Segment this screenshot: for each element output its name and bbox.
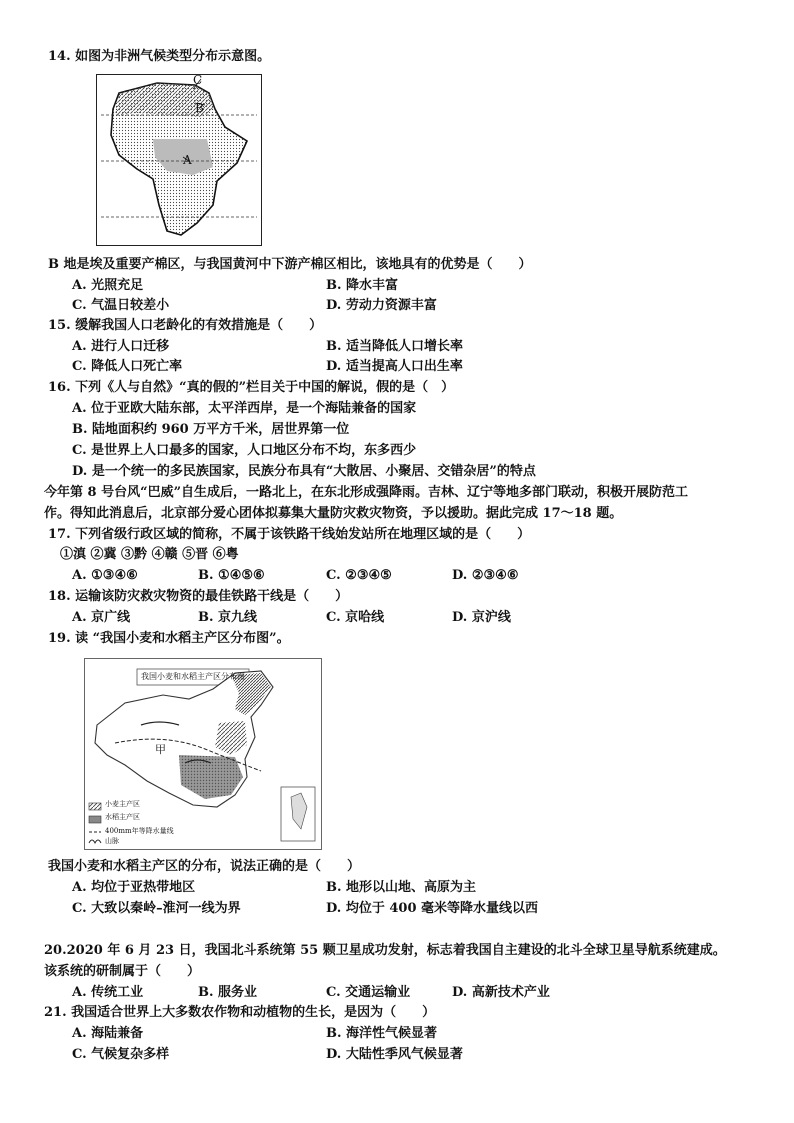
q15-option-a[interactable]: A. 进行人口迁移 (72, 339, 170, 354)
q21-option-b[interactable]: B. 海洋性气候显著 (326, 1026, 438, 1041)
q18-option-d[interactable]: D. 京沪线 (452, 610, 511, 625)
q14-option-a[interactable]: A. 光照充足 (72, 278, 144, 293)
q14-stem: 14. 如图为非洲气候类型分布示意图。 (48, 49, 271, 64)
q15-stem: 15. 缓解我国人口老龄化的有效措施是（ ） (48, 318, 323, 333)
q20-stem-line1: 20.2020 年 6 月 23 日，我国北斗系统第 55 颗卫星成功发射，标志着我国自主建设的北斗全球卫星导航系统建成。 (44, 943, 726, 958)
q16-option-d[interactable]: D. 是一个统一的多民族国家，民族分布具有“大散居、小聚居、交错杂居”的特点 (72, 464, 536, 479)
passage-line-2: 作。得知此消息后，北京部分爱心团体拟募集大量防灾救灾物资，予以援助。据此完成 17～18 题。 (44, 506, 623, 521)
q21-option-d[interactable]: D. 大陆性季风气候显著 (326, 1047, 463, 1062)
q15-option-c[interactable]: C. 降低人口死亡率 (72, 359, 183, 374)
q19-option-d[interactable]: D. 均位于 400 毫米等降水量线以西 (326, 901, 539, 916)
q20-option-a[interactable]: A. 传统工业 (72, 985, 144, 1000)
passage-line-1: 今年第 8 号台风“巴威”自生成后，一路北上，在东北形成强降雨。吉林、辽宁等地多部门联动，积极开展防范工 (44, 485, 689, 500)
q21-option-c[interactable]: C. 气候复杂多样 (72, 1047, 170, 1062)
q16-option-c[interactable]: C. 是世界上人口最多的国家，人口地区分布不均，东多西少 (72, 443, 417, 458)
africa-map-graphic (97, 75, 261, 245)
q21-stem: 21. 我国适合世界上大多数农作物和动植物的生长，是因为（ ） (44, 1005, 436, 1020)
africa-climate-map (96, 74, 262, 246)
q18-option-b[interactable]: B. 京九线 (198, 610, 258, 625)
map-label-c: C (193, 73, 203, 87)
q18-option-a[interactable]: A. 京广线 (72, 610, 131, 625)
q14-option-c[interactable]: C. 气温日较差小 (72, 298, 170, 313)
q17-stem: 17. 下列省级行政区域的简称，不属于该铁路干线始发站所在地理区域的是（ ） (48, 527, 531, 542)
q21-option-a[interactable]: A. 海陆兼备 (72, 1026, 144, 1041)
legend-mountain: 山脉 (105, 837, 119, 845)
q19-option-c[interactable]: C. 大致以秦岭–淮河一线为界 (72, 901, 241, 916)
q20-option-d[interactable]: D. 高新技术产业 (452, 985, 550, 1000)
q17-option-d[interactable]: D. ②③④⑥ (452, 568, 519, 583)
map-label-a: A (183, 153, 192, 167)
q17-option-c[interactable]: C. ②③④⑤ (326, 568, 392, 583)
q18-stem: 18. 运输该防灾救灾物资的最佳铁路干线是（ ） (48, 589, 349, 604)
q19-question: 我国小麦和水稻主产区的分布，说法正确的是（ ） (48, 859, 361, 874)
q15-option-b[interactable]: B. 适当降低人口增长率 (326, 339, 464, 354)
legend-wheat: 小麦主产区 (105, 800, 140, 808)
q18-option-c[interactable]: C. 京哈线 (326, 610, 385, 625)
china-crop-map (84, 658, 322, 850)
q20-option-c[interactable]: C. 交通运输业 (326, 985, 411, 1000)
q19-option-b[interactable]: B. 地形以山地、高原为主 (326, 880, 477, 895)
q17-option-b[interactable]: B. ①④⑤⑥ (198, 568, 265, 583)
q15-option-d[interactable]: D. 适当提高人口出生率 (326, 359, 463, 374)
map-title: 我国小麦和水稻主产区分布图 (141, 672, 245, 681)
q14-option-b[interactable]: B. 降水丰富 (326, 278, 399, 293)
q19-option-a[interactable]: A. 均位于亚热带地区 (72, 880, 196, 895)
q16-option-a[interactable]: A. 位于亚欧大陆东部，太平洋西岸，是一个海陆兼备的国家 (72, 401, 417, 416)
legend-isohyet: 400mm年等降水量线 (105, 827, 174, 835)
map-label-jia: 甲 (155, 743, 166, 756)
q19-stem: 19. 读 “我国小麦和水稻主产区分布图”。 (48, 631, 290, 646)
q17-items: ①滇 ②冀 ③黔 ④赣 ⑤晋 ⑥粤 (60, 547, 239, 562)
map-label-b: B (195, 101, 204, 115)
q14-question: B 地是埃及重要产棉区，与我国黄河中下游产棉区相比，该地具有的优势是（ ） (48, 257, 532, 272)
q14-option-d[interactable]: D. 劳动力资源丰富 (326, 298, 437, 313)
q17-option-a[interactable]: A. ①③④⑥ (72, 568, 138, 583)
q16-option-b[interactable]: B. 陆地面积约 960 万平方千米，居世界第一位 (72, 422, 350, 437)
q20-stem-line2: 该系统的研制属于（ ） (44, 964, 201, 979)
q20-option-b[interactable]: B. 服务业 (198, 985, 258, 1000)
legend-rice: 水稻主产区 (105, 813, 140, 821)
q16-stem: 16. 下列《人与自然》“真的假的”栏目关于中国的解说，假的是（ ） (48, 380, 455, 395)
